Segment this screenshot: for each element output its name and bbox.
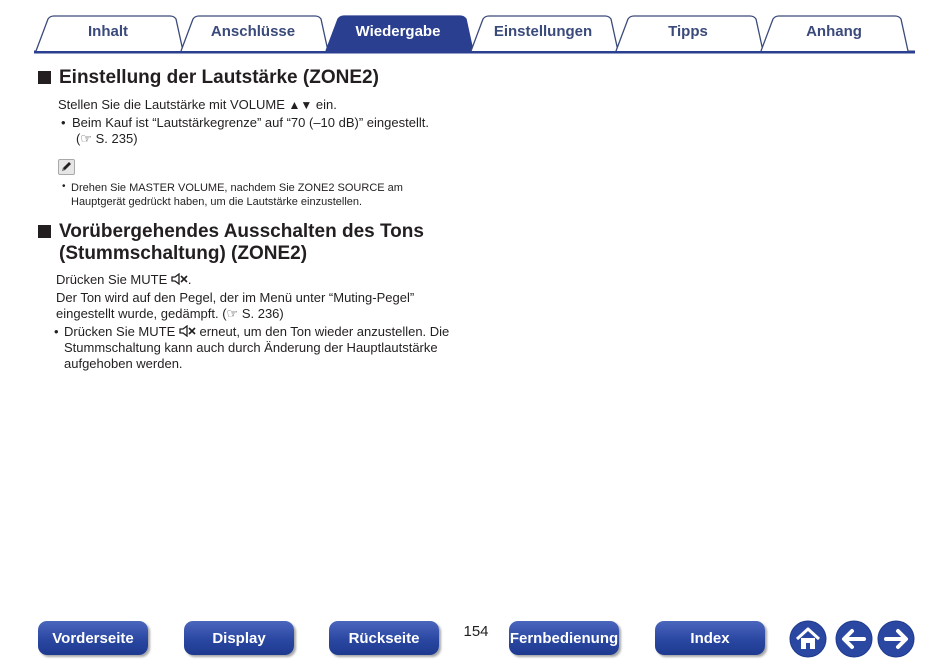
heading-square-icon (38, 225, 51, 238)
mute-description-2[interactable]: eingestellt wurde, gedämpft. (☞ S. 236) (56, 306, 284, 321)
tab-wiedergabe[interactable]: Wiedergabe (355, 23, 441, 40)
bullet-dot: • (61, 115, 66, 130)
up-down-arrows-icon: ▲▼ (288, 98, 313, 112)
tab-inhalt[interactable]: Inhalt (88, 23, 128, 40)
pencil-note-icon (58, 159, 75, 175)
tab-anhang[interactable]: Anhang (806, 23, 862, 40)
mute-icon (171, 272, 188, 287)
home-icon[interactable] (789, 620, 827, 658)
fernbedienung-button[interactable]: Fernbedienung (509, 621, 619, 655)
rueckseite-button[interactable]: Rückseite (329, 621, 439, 655)
mute-instruction: Drücken Sie MUTE . (56, 272, 192, 287)
display-button[interactable]: Display (184, 621, 294, 655)
bullet-dot: • (62, 181, 66, 192)
page-reference-235[interactable]: (☞ S. 235) (76, 131, 138, 146)
mute-bullet-3: aufgehoben werden. (64, 356, 183, 371)
tab-anschluesse[interactable]: Anschlüsse (210, 23, 296, 40)
note-line-2: Hauptgerät gedrückt haben, um die Lautstärke einzustellen. (71, 196, 363, 208)
volume-limit-note: Beim Kauf ist “Lautstärkegrenze” auf “70 (–10 dB)” eingestellt. (72, 115, 429, 130)
mute-icon (179, 324, 196, 339)
pointing-hand-icon: ☞ (80, 131, 92, 146)
vorderseite-button[interactable]: Vorderseite (38, 621, 148, 655)
heading-square-icon (38, 71, 51, 84)
arrow-right-icon[interactable] (877, 620, 915, 658)
tab-einstellungen[interactable]: Einstellungen (493, 23, 593, 40)
mute-bullet-2: Stummschaltung kann auch durch Änderung der Hauptlautstärke (64, 340, 438, 355)
pointing-hand-icon: ☞ (226, 306, 239, 321)
bullet-dot: • (54, 324, 59, 339)
tab-tipps[interactable]: Tipps (668, 23, 708, 40)
arrow-left-icon[interactable] (835, 620, 873, 658)
page-number: 154 (463, 623, 489, 640)
note-line-1: Drehen Sie MASTER VOLUME, nachdem Sie ZONE2 SOURCE am (71, 182, 403, 194)
tab-bar (0, 0, 950, 56)
mute-bullet-1: Drücken Sie MUTE erneut, um den Ton wieder anzustellen. Die (64, 324, 450, 339)
volume-intro: Stellen Sie die Lautstärke mit VOLUME ▲▼ ein. (58, 97, 337, 112)
mute-description-1: Der Ton wird auf den Pegel, der im Menü unter “Muting-Pegel” (56, 290, 415, 305)
index-button[interactable]: Index (655, 621, 765, 655)
